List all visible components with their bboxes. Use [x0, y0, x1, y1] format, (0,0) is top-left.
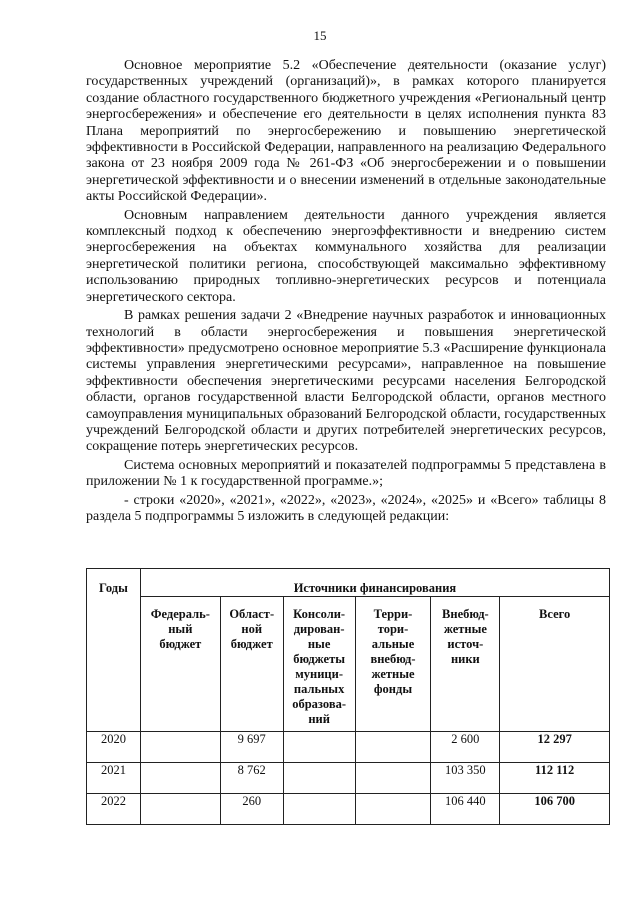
- paragraph: В рамках решения задачи 2 «Внедрение научных разработок и инновационных технологий в области энергосбережения и повышения энергетической эффективности» предусмотрено основное мероприятие 5.3 «Расширение функционала системы управления энергетическими ресурсами», направленное на повышение эффективности обеспечения энергетическими ресурсами населения Белгородской области, органов государственной власти Белгородской области, органов местного самоуправления муниципальных образований Белгородской области, государственных учреждений Белгородской области и других потребителей энергетических ресурсов, сокращение потерь энергетических ресурсов.: [86, 308, 606, 455]
- cell-year: 2021: [87, 763, 141, 794]
- table-subheader-row: [87, 597, 610, 732]
- sources-header: Источники финансирования: [140, 569, 609, 597]
- cell-territorial: [355, 732, 431, 763]
- cell-regional: 260: [220, 794, 283, 825]
- cell-extrabudget: 2 600: [431, 732, 500, 763]
- cell-total: 112 112: [500, 763, 610, 794]
- cell-year: 2020: [87, 732, 141, 763]
- paragraph: Система основных мероприятий и показателей подпрограммы 5 представлена в приложении № 1 к государственной программе.»;: [86, 457, 606, 490]
- cell-extrabudget: 103 350: [431, 763, 500, 794]
- col-header-label: Терри- тори- альные внебюд- жетные фонды: [370, 607, 416, 696]
- col-header-label: Всего: [539, 607, 571, 621]
- paragraph: Основным направлением деятельности данного учреждения является комплексный подход к обеспечению энергоэффективности и внедрению систем энергосбережения на объектах коммунального хозяйства для реализации энергетической политики региона, способствующей максимально эффективному использованию природных топливно-энергетических ресурсов и потенциала энергетического сектора.: [86, 207, 606, 305]
- cell-territorial: [355, 763, 431, 794]
- cell-total: 106 700: [500, 794, 610, 825]
- col-header-federal: [140, 597, 220, 732]
- cell-municipal: [283, 763, 355, 794]
- col-header-municipal: [283, 597, 355, 732]
- col-header-total: [500, 597, 610, 732]
- col-header-regional: [220, 597, 283, 732]
- col-header-label: Област- ной бюджет: [229, 607, 275, 651]
- cell-regional: 9 697: [220, 732, 283, 763]
- cell-federal: [140, 732, 220, 763]
- table-header-row: [87, 569, 610, 597]
- financing-table: [86, 568, 610, 825]
- cell-municipal: [283, 732, 355, 763]
- col-header-extrabudget: [431, 597, 500, 732]
- years-header: Годы: [87, 569, 141, 732]
- table-row: [87, 794, 610, 825]
- col-header-label: Федераль- ный бюджет: [150, 607, 210, 651]
- cell-extrabudget: 106 440: [431, 794, 500, 825]
- cell-territorial: [355, 794, 431, 825]
- cell-year: 2022: [87, 794, 141, 825]
- table-row: [87, 732, 610, 763]
- paragraph: - строки «2020», «2021», «2022», «2023», «2024», «2025» и «Всего» таблицы 8 раздела 5 подпрограммы 5 изложить в следующей редакции:: [86, 492, 606, 524]
- cell-municipal: [283, 794, 355, 825]
- cell-total: 12 297: [500, 732, 610, 763]
- cell-regional: 8 762: [220, 763, 283, 794]
- col-header-label: Консоли- дирован- ные бюджеты муници- пальных образова- ний: [292, 607, 346, 726]
- paragraph: Основное мероприятие 5.2 «Обеспечение деятельности (оказание услуг) государственных учреждений (организаций)», в рамках которого планируется создание областного государственного бюджетного учреждения «Региональный центр энергосбережения» и обеспечение его деятельности в целях исполнения пункта 83 Плана мероприятий по энергосбережению и повышению энергетической эффективности в Российской Федерации, направленного на реализацию Федерального закона от 23 ноября 2009 года № 261-ФЗ «Об энергосбережении и о повышении энергетической эффективности и о внесении изменений в отдельные законодательные акты Российской Федерации».: [86, 58, 606, 205]
- page-number: 15: [313, 28, 327, 43]
- col-header-territorial: [355, 597, 431, 732]
- body-text: [86, 58, 606, 527]
- cell-federal: [140, 794, 220, 825]
- table-row: [87, 763, 610, 794]
- cell-federal: [140, 763, 220, 794]
- col-header-label: Внебюд- жетные источ- ники: [442, 607, 489, 666]
